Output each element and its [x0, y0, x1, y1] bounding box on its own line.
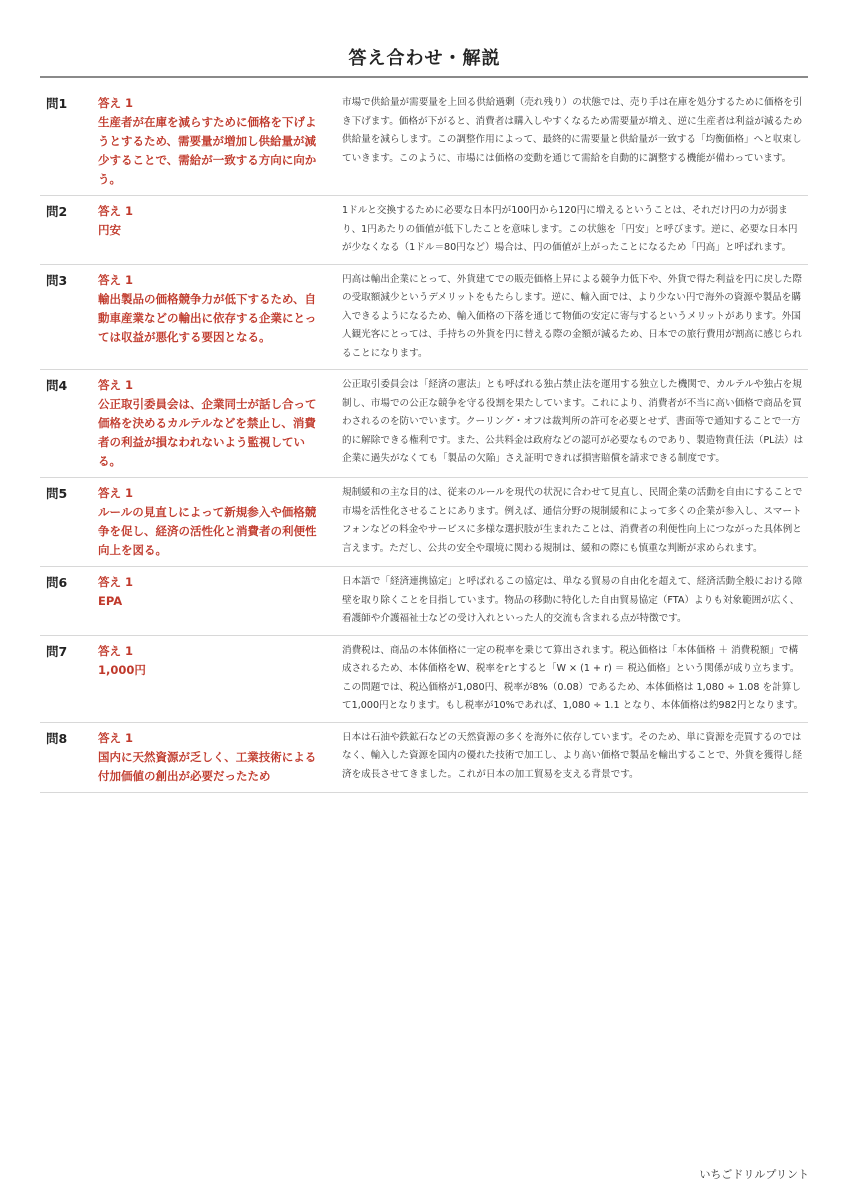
answer-cell	[98, 573, 332, 629]
explanation-text: 円高は輸出企業にとって、外貨建てでの販売価格上昇による競争力低下や、外貨で得た利益を円に戻した際の受取額減少というデメリットをもたらします。逆に、輸入面では、より少ない円で海外の資源や製品を購入できるようになるため、輸入価格の下落を通じて物価の安定に寄与するというメリットがあります。外国人観光客にとっては、手持ちの外貨を円に替える際の金額が減るため、日本での旅行費用が割高に感じられることになります。	[342, 273, 802, 359]
answer-cell	[98, 642, 332, 716]
answer-cell	[98, 202, 332, 258]
answer-label: 答え 1	[98, 643, 134, 658]
explanation-text: 市場で供給量が需要量を上回る供給過剰（売れ残り）の状態では、売り手は在庫を処分するために価格を引き下げます。価格が下がると、消費者は購入しやすくなるため需要量が増え、逆に生産者は利益が減るため供給量を減らします。この調整作用によって、最終的に需要量と供給量が一致する「均衡価格」へと収束していきます。このように、市場には価格の変動を通じて需給を自動的に調整する機能が備わっています。	[342, 97, 803, 164]
explanation-text: 消費税は、商品の本体価格に一定の税率を乗じて算出されます。税込価格は「本体価格 ＋ 消費税額」で構成されるため、本体価格をW、税率をrとすると「W × (1 + r) ＝ 税込価格」という関係が成り立ちます。この問題では、税込価格が1,080円、税率が8%（0.08）であるため、本体価格は 1,080 ÷ 1.08 を計算して1,000円となります。もし税率が10%であれば、1,080 ÷ 1.1 となり、本体価格は約982円となります。	[342, 644, 804, 711]
answer-row-8	[40, 723, 808, 793]
answer-row-6	[40, 567, 808, 636]
title-divider	[40, 76, 808, 78]
answer-text: 円安	[98, 223, 121, 237]
answer-text: 国内に天然資源が乏しく、工業技術による付加価値の創出が必要だったため	[98, 749, 317, 783]
answer-text: 生産者が在庫を減らすために価格を下げようとするため、需要量が増加し供給量が減少することで、需給が一致する方向に向かう。	[98, 115, 317, 186]
answer-text: EPA	[98, 594, 123, 608]
question-number: 問3	[46, 272, 68, 288]
answer-label: 答え 1	[98, 730, 134, 745]
question-number: 問8	[46, 730, 68, 746]
answer-text: 公正取引委員会は、企業同士が話し合って価格を決めるカルテルなどを禁止し、消費者の利益が損なわれないよう監視している。	[98, 397, 317, 468]
answer-text: 1,000円	[98, 662, 146, 677]
page-title: 答え合わせ・解説	[348, 48, 501, 69]
explanation-text: 規制緩和の主な目的は、従来のルールを現代の状況に合わせて見直し、民間企業の活動を自由にすることで市場を活性化させることにあります。例えば、通信分野の規制緩和によって多くの企業が参入し、スマートフォンなどの料金やサービスに多様な選択肢が生まれたことは、消費者の利便性向上につながった具体例と言えます。ただし、公共の安全や環境に関わる規制は、緩和の際にも慎重な判断が求められます。	[342, 487, 803, 554]
footer-brand: いちごドリルプリント	[699, 1168, 809, 1181]
answer-label: 答え 1	[98, 378, 134, 392]
question-number: 問1	[46, 96, 68, 111]
question-number: 問7	[46, 643, 68, 659]
answer-row-2	[40, 196, 808, 265]
question-number: 問5	[46, 486, 68, 501]
question-number: 問2	[46, 204, 68, 219]
question-number: 問6	[46, 575, 68, 590]
answer-cell	[98, 94, 332, 189]
explanation-text: 1ドルと交換するために必要な日本円が100円から120円に増えるということは、それだけ円の力が弱まり、1円あたりの価値が低下したことを意味します。この状態を「円安」と呼びます。逆に、必要な日本円が少なくなる（1ドル＝80円など）場合は、円の価値が上がったことになるため「円高」と呼ばれます。	[342, 205, 798, 253]
answer-row-7	[40, 636, 808, 723]
answer-text: ルールの見直しによって新規参入や価格競争を促し、経済の活性化と消費者の利便性向上を図る。	[98, 505, 317, 557]
answer-label: 答え 1	[98, 575, 134, 589]
answer-row-5	[40, 478, 808, 567]
answer-cell	[98, 729, 332, 786]
answer-text: 輸出製品の価格競争力が低下するため、自動車産業などの輸出に依存する企業にとっては収益が悪化する要因となる。	[98, 291, 317, 344]
answer-row-4	[40, 370, 808, 478]
answer-label: 答え 1	[98, 272, 134, 287]
answer-label: 答え 1	[98, 486, 134, 500]
answer-table	[40, 88, 808, 793]
answer-cell	[98, 376, 332, 471]
explanation-text: 日本は石油や鉄鉱石などの天然資源の多くを海外に依存しています。そのため、単に資源を売買するのではなく、輸入した資源を国内の優れた技術で加工し、より高い価格で製品を輸出することで、外貨を獲得し経済を成長させてきました。これが日本の加工貿易を支える背景です。	[342, 731, 803, 780]
explanation-text: 公正取引委員会は「経済の憲法」とも呼ばれる独占禁止法を運用する独立した機関で、カルテルや独占を規制し、市場での公正な競争を守る役割を果たしています。これにより、消費者が不当に高い価格で商品を買わされるのを防いでいます。クーリング・オフは裁判所の許可を必要とせず、書面等で通知することで一方的に解除できる権利です。また、公共料金は政府などの認可が必要なものであり、製造物責任法（PL法）は企業に過失がなくても「製品の欠陥」さえ証明できれば損害賠償を請求できる制度です。	[342, 379, 804, 464]
question-number: 問4	[46, 378, 68, 393]
explanation-text: 日本語で「経済連携協定」と呼ばれるこの協定は、単なる貿易の自由化を超えて、経済活動全般における障壁を取り除くことを目指しています。物品の移動に特化した自由貿易協定（FTA）よりも対象範囲が広く、看護師や介護福祉士などの受け入れといった人的交流も含まれる点が特徴です。	[342, 576, 803, 624]
answer-row-3	[40, 265, 808, 371]
answer-cell	[98, 271, 332, 364]
answer-label: 答え 1	[98, 204, 134, 218]
answer-cell	[98, 484, 332, 560]
answer-row-1	[40, 88, 808, 196]
answer-label: 答え 1	[98, 96, 134, 110]
